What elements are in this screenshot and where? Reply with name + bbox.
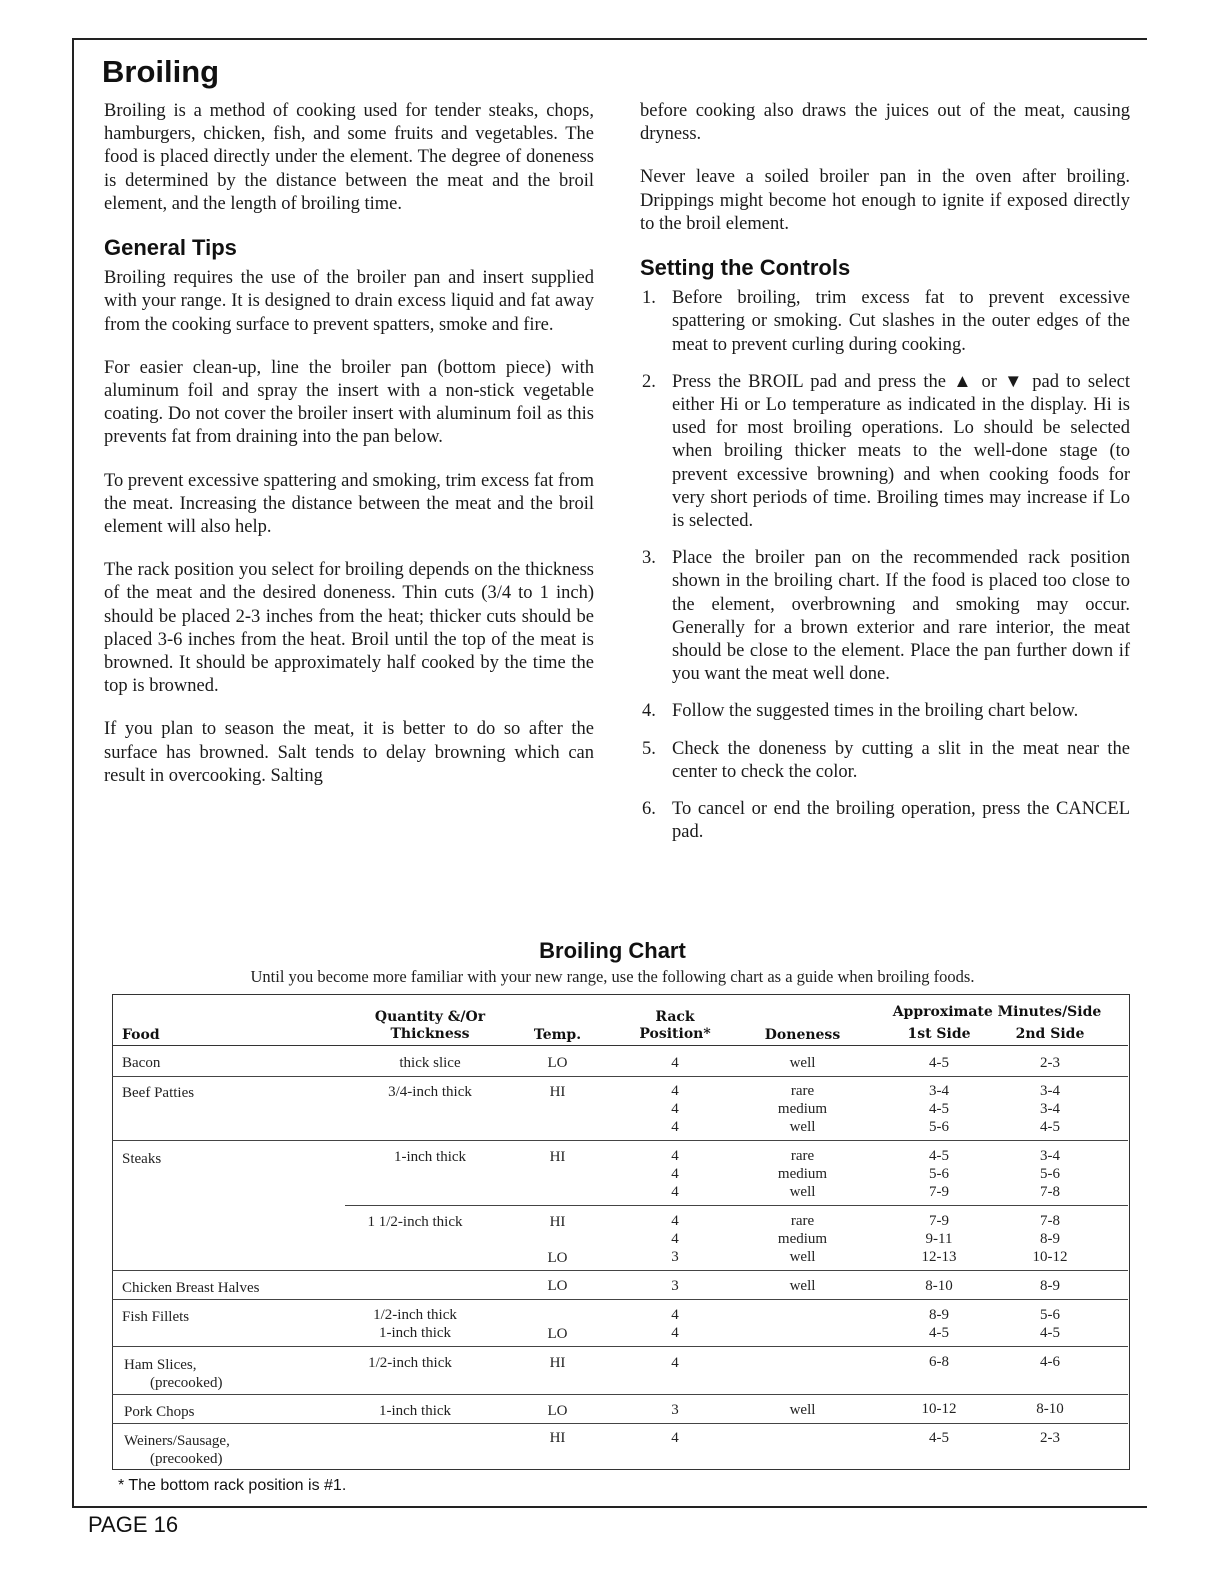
header-approx: Approximate Minutes/Side	[892, 1004, 1102, 1020]
chart-subtitle: Until you become more familiar with your new range, use the following chart as a guide when broiling foods.	[250, 967, 975, 986]
tips-paragraph-5: If you plan to season the meat, it is better to do so after the surface has browned. Salt tends to delay browning which can result in overcooking. Salting	[104, 719, 594, 786]
bottom-rule	[72, 1506, 1147, 1508]
top-rule	[72, 38, 1147, 40]
row-rule	[112, 1076, 1128, 1077]
tips-paragraph-4: The rack position you select for broiling depends on the thickness of the meat and the desired doneness. Thin cuts (3/4 to 1 inch) should be placed 2-3 inches from the heat; thicker cuts should be placed 3-6 inches from the heat. Broil until the top of the meat is browned. It should be approximately half cooked by the time the top is browned.	[104, 560, 594, 697]
setting-controls-heading: Setting the Controls	[640, 255, 851, 281]
row-rule	[112, 1270, 1128, 1271]
step-2: 2. Press the BROIL pad and press the ▲ or ▼ pad to select either Hi or Lo temperature as indicated in the display. Hi is used for most broiling operations. Lo should be selected when broiling thicker meats to the well-done stage (to prevent excessive browning) and when cooking foods for very short periods of time. Broiling times may increase if Lo is selected.	[642, 371, 1131, 532]
left-column	[104, 100, 594, 788]
step-6: 6. To cancel or end the broiling operation, press the CANCEL pad.	[642, 799, 1130, 843]
left-rule	[72, 38, 74, 1508]
header-rack-2: Position*	[639, 1026, 711, 1042]
tips-paragraph-3: To prevent excessive spattering and smoking, trim excess fat from the meat. Increasing the distance between the meat and the broil element will also help.	[104, 470, 594, 538]
header-doneness: Doneness	[764, 1027, 841, 1043]
row-rule	[112, 1299, 1128, 1300]
intro-paragraph: Broiling is a method of cooking used for tender steaks, chops, hamburgers, chicken, fish, and some fruits and vegetables. The food is placed directly under the element. The degree of doneness is determined by the distance between the meat and the broil element, and the length of broiling time.	[104, 101, 594, 214]
down-arrow-icon: ▼	[1004, 371, 1026, 392]
page-title: Broiling	[102, 54, 220, 89]
header-first-side: 1st Side	[907, 1026, 971, 1042]
row-rule	[112, 1140, 1128, 1141]
footnote: * The bottom rack position is #1.	[118, 1477, 347, 1494]
up-arrow-icon: ▲	[953, 371, 975, 392]
header-rack-1: Rack	[655, 1009, 695, 1025]
row-rule	[112, 1394, 1128, 1395]
chart-title: Broiling Chart	[539, 938, 686, 963]
never-leave-paragraph: Never leave a soiled broiler pan in the oven after broiling. Drippings might become hot enough to ignite if exposed directly to the broil element.	[640, 167, 1130, 234]
step-3: 3. Place the broiler pan on the recommended rack position shown in the broiling chart. If the food is placed too close to the element, overbrowning and smoking may occur. Generally for a brown exterior and rare interior, the meat should be close to the element. Place the pan further down if you want the meat well done.	[642, 548, 1130, 685]
header-quantity-1: Quantity &/Or	[374, 1009, 486, 1025]
right-column	[640, 100, 1130, 858]
header-quantity-2: Thickness	[390, 1026, 470, 1042]
tips-paragraph-2: For easier clean-up, line the broiler pan (bottom piece) with aluminum foil and spray the insert with a non-stick vegetable coating. Do not cover the broiler insert with aluminum foil as this prevents fat from draining into the pan below.	[104, 357, 594, 448]
tips-paragraph-1: Broiling requires the use of the broiler pan and insert supplied with your range. It is designed to drain excess liquid and fat away from the cooking surface to prevent spatters, smoke and fire.	[104, 268, 594, 335]
row-rule	[112, 1423, 1128, 1424]
general-tips-heading: General Tips	[104, 235, 237, 261]
page-number: PAGE 16	[88, 1512, 179, 1537]
steps-list	[640, 287, 1130, 844]
row-rule	[345, 1205, 1128, 1206]
row-rule	[112, 1346, 1128, 1347]
continued-paragraph: before cooking also draws the juices out of the meat, causing dryness.	[640, 101, 1130, 145]
header-temp: Temp.	[533, 1027, 582, 1043]
header-second-side: 2nd Side	[1015, 1026, 1085, 1042]
header-food: Food	[122, 1027, 160, 1043]
step-1: 1. Before broiling, trim excess fat to prevent excessive spattering or smoking. Cut slashes in the outer edges of the meat to prevent curling during cooking.	[642, 288, 1130, 355]
step-4: 4. Follow the suggested times in the broiling chart below.	[642, 701, 1079, 722]
step-5: 5. Check the doneness by cutting a slit in the meat near the center to check the color.	[642, 738, 1130, 782]
header-rule	[112, 1045, 1128, 1046]
